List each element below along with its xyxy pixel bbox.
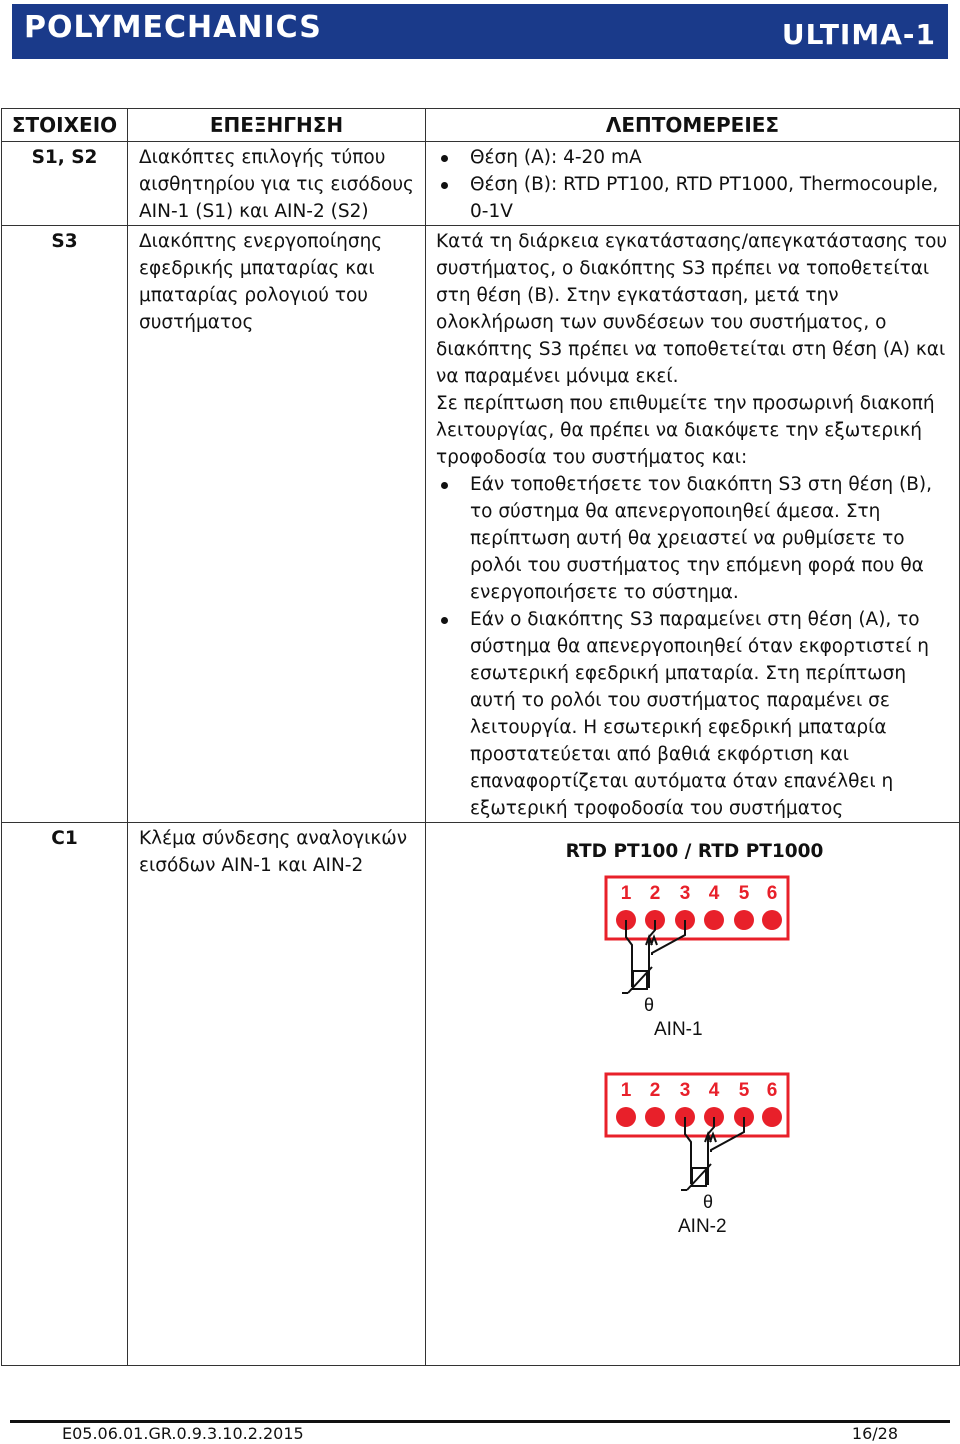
row-explanation — [128, 226, 426, 823]
terminal-dot — [762, 1107, 782, 1127]
column-header: ΣΤΟΙΧΕΙΟ — [2, 109, 128, 142]
explanation-line: μπαταρίας ρολογιού του — [139, 285, 368, 306]
details-paragraph: Κατά τη διάρκεια εγκατάστασης/απεγκατάστασης του συστήματος, ο διακόπτης S3 πρέπει να τοποθετείται στη θέση (B). Στην εγκατάσταση, μετά την ολοκλήρωση των συνδέσεων του συστήματος, ο διακόπτης S3 πρέπει να τοποθετείται στη θέση (A) και να παραμένει μόνιμα εκεί. — [436, 231, 948, 387]
explanation-line: αισθητηρίου για τις εισόδους — [139, 174, 414, 195]
page-number: 16/28 — [851, 1424, 898, 1443]
table-row — [2, 823, 960, 1366]
terminal-number: 6 — [766, 1080, 778, 1101]
brand-logo: POLYMECHANICS — [24, 10, 322, 45]
terminal-number: 4 — [708, 883, 720, 904]
table-row — [2, 226, 960, 823]
terminal-dot — [734, 910, 754, 930]
terminal-number: 3 — [679, 883, 691, 904]
rtd-sensor-wiring — [681, 1117, 744, 1190]
footer-divider — [10, 1420, 950, 1423]
bullet-item: Θέση (B): RTD PT100, RTD PT1000, Thermocouple, 0-1V — [470, 171, 953, 225]
column-header: ΛΕΠΤΟΜΕΡΕΙΕΣ — [426, 109, 960, 142]
terminal-number: 1 — [620, 883, 632, 904]
row-details — [426, 226, 960, 823]
sensor-symbol: θ — [644, 995, 655, 1015]
input-label-ain2: AIN-2 — [678, 1216, 727, 1237]
row-details — [426, 823, 960, 1366]
diagram-title: RTD PT100 / RTD PT1000 — [565, 841, 824, 862]
table-row — [2, 142, 960, 226]
terminal-dot — [616, 1107, 636, 1127]
terminal-block-outline — [606, 1074, 788, 1136]
terminal-dot — [762, 910, 782, 930]
terminal-number: 4 — [708, 1080, 720, 1101]
explanation-line: συστήματος — [139, 312, 254, 333]
table-header-row — [2, 109, 960, 142]
bullet-item: Εάν τοποθετήσετε τον διακόπτη S3 στη θέση (B), το σύστημα θα απενεργοποιηθεί άμεσα. Στη περίπτωση αυτή θα χρειαστεί να ρυθμίσετε το ρολόι του συστήματος την επόμενη φορά που θα ενεργοποιήσετε το σύστημα. — [470, 471, 953, 606]
row-id: S1, S2 — [2, 142, 128, 226]
row-explanation — [128, 142, 426, 226]
explanation-line: Κλέμα σύνδεσης αναλογικών — [139, 828, 408, 849]
header-banner — [12, 4, 948, 59]
terminal-dot — [645, 1107, 665, 1127]
wiring-diagram-ain2 — [596, 1072, 796, 1237]
terminal-number: 2 — [649, 883, 661, 904]
explanation-line: εφεδρικής μπαταρίας και — [139, 258, 375, 279]
row-id: C1 — [2, 823, 128, 1366]
rtd-sensor-wiring — [622, 920, 685, 993]
row-explanation — [128, 823, 426, 1366]
bullet-item: Θέση (A): 4-20 mA — [470, 144, 953, 171]
explanation-line: Διακόπτες επιλογής τύπου — [139, 147, 386, 168]
terminal-number: 5 — [738, 883, 750, 904]
row-details — [426, 142, 960, 226]
product-logo: ULTIMA-1 — [781, 18, 936, 51]
input-label-ain1: AIN-1 — [654, 1019, 703, 1040]
terminal-dot — [704, 910, 724, 930]
terminal-number: 6 — [766, 883, 778, 904]
terminal-number: 1 — [620, 1080, 632, 1101]
terminal-number: 2 — [649, 1080, 661, 1101]
details-paragraph: Σε περίπτωση που επιθυμείτε την προσωρινή διακοπή λειτουργίας, θα πρέπει να διακόψετε την εξωτερική τροφοδοσία του συστήματος και: — [436, 393, 935, 468]
explanation-line: Διακόπτης ενεργοποίησης — [139, 231, 383, 252]
bullet-item: Εάν ο διακόπτης S3 παραμείνει στη θέση (A), το σύστημα θα απενεργοποιηθεί όταν εκφορτιστεί η εσωτερική εφεδρική μπαταρία. Στη περίπτωση αυτή το ρολόι του συστήματος παραμένει σε λειτουργία. Η εσωτερική εφεδρική μπαταρία προστατεύεται από βαθιά εκφόρτιση και επαναφορτίζεται αυτόματα όταν επανέλθει η εξωτερική τροφοδοσία του συστήματος — [470, 606, 953, 822]
terminal-number: 3 — [679, 1080, 691, 1101]
explanation-line: εισόδων AIN-1 και AIN-2 — [139, 855, 364, 876]
row-id: S3 — [2, 226, 128, 823]
document-code: E05.06.01.GR.0.9.3.10.2.2015 — [62, 1424, 304, 1443]
column-header: ΕΠΕΞΗΓΗΣΗ — [128, 109, 426, 142]
spec-table — [1, 108, 960, 1366]
terminal-block-outline — [606, 877, 788, 939]
terminal-number: 5 — [738, 1080, 750, 1101]
wiring-diagram-ain1 — [596, 875, 796, 1040]
explanation-line: AIN-1 (S1) και AIN-2 (S2) — [139, 201, 369, 222]
sensor-symbol: θ — [703, 1192, 714, 1212]
